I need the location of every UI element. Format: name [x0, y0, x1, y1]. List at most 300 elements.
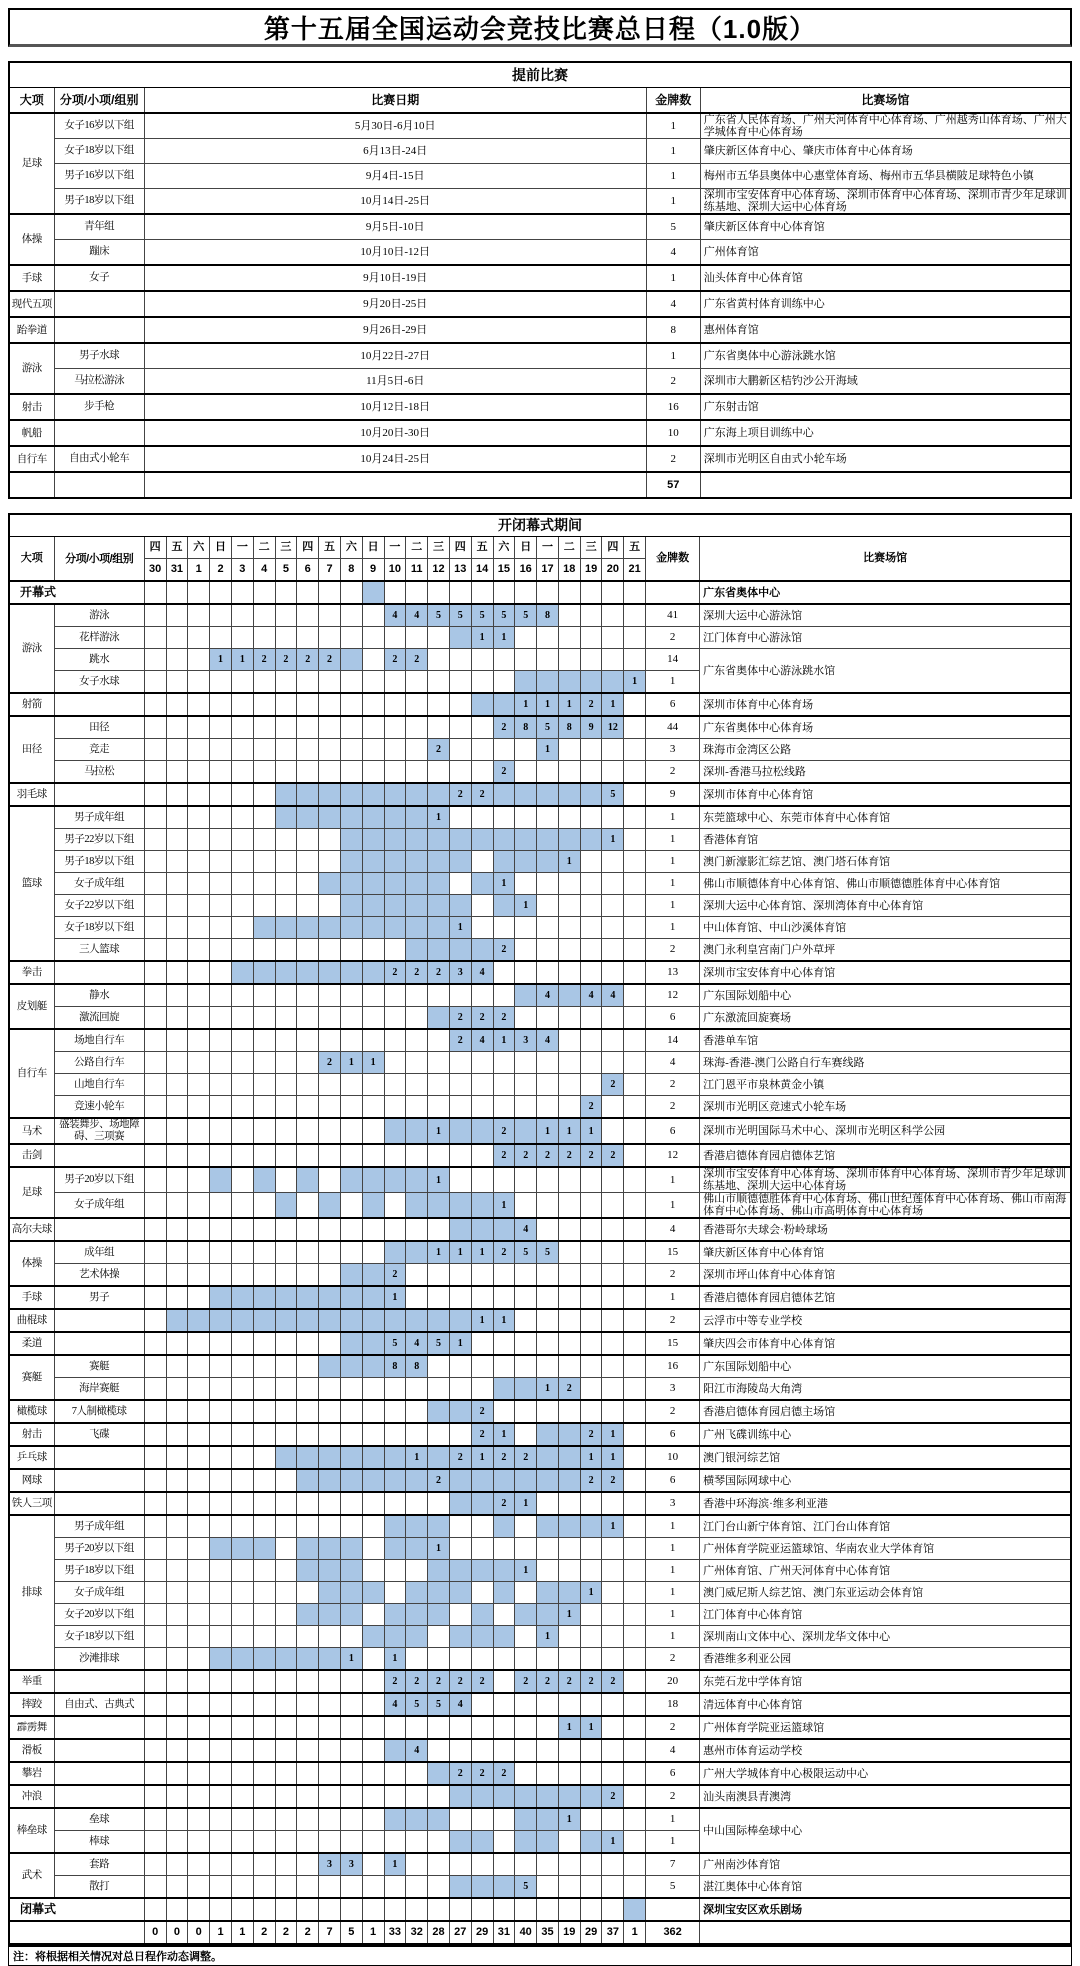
gold-count: 1 — [646, 343, 700, 369]
gold-day-cell: 3 — [515, 1029, 537, 1052]
event-group: 成年组 — [54, 1241, 144, 1264]
schedule-row — [9, 1400, 1071, 1423]
gold-day-cell: 2 — [602, 1469, 624, 1492]
schedule-row — [9, 1029, 1071, 1052]
day-cell — [362, 1560, 384, 1582]
competition-day-cell — [406, 1604, 428, 1626]
day-cell — [253, 1582, 275, 1604]
day-cell — [384, 1218, 406, 1241]
day-cell — [166, 1355, 188, 1378]
day-cell — [362, 671, 384, 694]
day-cell — [297, 627, 319, 649]
day-cell — [471, 1096, 493, 1119]
competition-day-cell — [580, 1515, 602, 1538]
day-cell — [449, 1286, 471, 1309]
day-cell — [580, 1808, 602, 1831]
event-group: 棒球 — [54, 1831, 144, 1854]
gold-day-cell: 1 — [580, 1582, 602, 1604]
day-cell — [580, 917, 602, 939]
day-cell — [340, 1626, 362, 1648]
gold-count: 6 — [646, 693, 700, 716]
competition-day-cell — [406, 895, 428, 917]
competition-day-cell — [493, 783, 515, 806]
venue: 中山国际棒垒球中心 — [700, 1808, 1071, 1853]
schedule-row — [9, 1739, 1071, 1762]
day-cell — [580, 739, 602, 761]
day-cell — [231, 1853, 253, 1876]
weekday-header: 二 — [253, 537, 275, 559]
sport-name: 马术 — [9, 1118, 54, 1144]
day-cell — [188, 1074, 210, 1096]
competition-day-cell — [384, 851, 406, 873]
competition-day-cell — [297, 1309, 319, 1332]
day-cell — [188, 1876, 210, 1899]
competition-day-cell — [340, 1446, 362, 1469]
competition-day-cell — [471, 1118, 493, 1144]
event-group: 海岸赛艇 — [54, 1378, 144, 1401]
early-row — [9, 317, 1071, 343]
day-cell — [253, 1446, 275, 1469]
gold-day-cell: 1 — [210, 649, 232, 671]
day-cell — [384, 1378, 406, 1401]
day-cell — [166, 1118, 188, 1144]
gold-day-cell: 1 — [384, 1853, 406, 1876]
weekday-header: 二 — [406, 537, 428, 559]
day-cell — [537, 1052, 559, 1074]
day-cell — [449, 1096, 471, 1119]
day-cell — [362, 1898, 384, 1921]
competition-date: 9月10日-19日 — [144, 265, 646, 291]
day-cell — [210, 716, 232, 739]
day-cell — [297, 1118, 319, 1144]
day-cell — [231, 1446, 253, 1469]
schedule-row — [9, 1538, 1071, 1560]
event-group: 女子成年组 — [54, 873, 144, 895]
gold-day-cell: 1 — [471, 1241, 493, 1264]
venue: 澳门新濠影汇综艺馆、澳门塔石体育馆 — [700, 851, 1071, 873]
day-cell — [602, 1355, 624, 1378]
day-cell — [297, 1052, 319, 1074]
day-cell — [624, 761, 646, 784]
day-cell — [624, 1096, 646, 1119]
day-cell — [231, 739, 253, 761]
day-cell — [624, 1286, 646, 1309]
early-row — [9, 240, 1071, 266]
gold-count: 1 — [646, 1604, 700, 1626]
gold-count: 1 — [646, 265, 700, 291]
competition-date: 10月14日-25日 — [144, 189, 646, 215]
day-cell — [406, 984, 428, 1007]
competition-day-cell — [297, 1538, 319, 1560]
venue: 澳门银河综艺馆 — [700, 1446, 1071, 1469]
day-cell — [624, 1378, 646, 1401]
gold-count: 2 — [646, 1648, 700, 1671]
day-cell — [319, 716, 341, 739]
day-cell — [166, 1423, 188, 1446]
day-cell — [406, 1898, 428, 1921]
weekday-header: 二 — [558, 537, 580, 559]
day-cell — [580, 1029, 602, 1052]
day-cell — [493, 671, 515, 694]
day-cell — [166, 1264, 188, 1287]
competition-day-cell — [558, 984, 580, 1007]
day-cell — [275, 627, 297, 649]
day-cell — [580, 873, 602, 895]
gold-day-cell: 2 — [406, 1670, 428, 1693]
day-cell — [275, 1831, 297, 1854]
day-cell — [319, 1007, 341, 1030]
gold-day-cell: 1 — [362, 1052, 384, 1074]
day-cell — [166, 604, 188, 627]
date-header: 30 — [144, 559, 166, 582]
day-cell — [144, 1876, 166, 1899]
day-cell — [624, 649, 646, 671]
day-cell — [362, 1853, 384, 1876]
day-cell — [362, 1604, 384, 1626]
competition-day-cell — [297, 917, 319, 939]
day-cell — [231, 1193, 253, 1219]
schedule-row — [9, 1167, 1071, 1193]
day-cell — [188, 1286, 210, 1309]
day-cell — [319, 1626, 341, 1648]
day-cell — [558, 1309, 580, 1332]
venue: 佛山市顺德体育中心体育馆、佛山市顺德德胜体育中心体育馆 — [700, 873, 1071, 895]
daily-gold-total: 2 — [297, 1921, 319, 1944]
gold-count: 2 — [646, 627, 700, 649]
day-cell — [449, 1378, 471, 1401]
day-cell — [493, 649, 515, 671]
day-cell — [624, 716, 646, 739]
gold-day-cell: 1 — [428, 1538, 450, 1560]
competition-day-cell — [493, 829, 515, 851]
event-group: 女子22岁以下组 — [54, 895, 144, 917]
day-cell — [144, 1446, 166, 1469]
gold-count: 4 — [646, 1739, 700, 1762]
day-cell — [144, 1218, 166, 1241]
day-cell — [624, 1355, 646, 1378]
gold-day-cell: 2 — [384, 1670, 406, 1693]
event-group: 男子20岁以下组 — [54, 1167, 144, 1193]
day-cell — [253, 1898, 275, 1921]
schedule-row — [9, 961, 1071, 984]
day-cell — [449, 1074, 471, 1096]
schedule-row — [9, 1560, 1071, 1582]
competition-day-cell — [406, 783, 428, 806]
schedule-row — [9, 829, 1071, 851]
day-cell — [602, 1332, 624, 1355]
gold-day-cell: 5 — [471, 604, 493, 627]
competition-day-cell — [449, 1309, 471, 1332]
gold-day-cell: 2 — [319, 1052, 341, 1074]
day-cell — [319, 829, 341, 851]
day-cell — [231, 1144, 253, 1167]
day-cell — [406, 581, 428, 604]
competition-day-cell — [428, 783, 450, 806]
day-cell — [253, 895, 275, 917]
competition-day-cell — [493, 895, 515, 917]
venue: 澳门威尼斯人综艺馆、澳门东亚运动会体育馆 — [700, 1582, 1071, 1604]
competition-day-cell — [428, 1604, 450, 1626]
day-cell — [319, 1423, 341, 1446]
venue: 广东海上项目训练中心 — [700, 420, 1071, 446]
day-cell — [558, 895, 580, 917]
venue: 深圳大运中心体育馆、深圳湾体育中心体育馆 — [700, 895, 1071, 917]
day-cell — [624, 1808, 646, 1831]
competition-day-cell — [362, 1469, 384, 1492]
day-cell — [384, 1400, 406, 1423]
weekday-header: 一 — [231, 537, 253, 559]
sport-name: 现代五项 — [9, 291, 54, 317]
day-cell — [319, 1118, 341, 1144]
day-cell — [297, 1378, 319, 1401]
sport-name: 滑板 — [9, 1739, 54, 1762]
day-cell — [558, 1538, 580, 1560]
day-cell — [253, 1074, 275, 1096]
venue: 广东省奥体中心游泳跳水馆 — [700, 343, 1071, 369]
day-cell — [210, 1074, 232, 1096]
day-cell — [231, 761, 253, 784]
day-cell — [515, 1309, 537, 1332]
competition-day-cell — [471, 1218, 493, 1241]
schedule-row — [9, 1469, 1071, 1492]
schedule-row — [9, 739, 1071, 761]
day-cell — [253, 939, 275, 962]
day-cell — [449, 1648, 471, 1671]
competition-day-cell — [188, 1309, 210, 1332]
day-cell — [580, 649, 602, 671]
day-cell — [231, 604, 253, 627]
day-cell — [275, 1604, 297, 1626]
competition-day-cell — [449, 1831, 471, 1854]
venue: 广州南沙体育馆 — [700, 1853, 1071, 1876]
day-cell — [231, 1831, 253, 1854]
day-cell — [580, 1309, 602, 1332]
day-cell — [602, 1693, 624, 1716]
venue: 珠海-香港-澳门公路自行车赛线路 — [700, 1052, 1071, 1074]
day-cell — [515, 1264, 537, 1287]
day-cell — [362, 1785, 384, 1808]
gold-day-cell: 1 — [602, 693, 624, 716]
event-group: 艺术体操 — [54, 1264, 144, 1287]
schedule-row — [9, 1096, 1071, 1119]
sport-name: 足球 — [9, 113, 54, 214]
day-cell — [406, 761, 428, 784]
day-cell — [319, 1808, 341, 1831]
weekday-header: 五 — [624, 537, 646, 559]
day-cell — [231, 1876, 253, 1899]
day-cell — [580, 1853, 602, 1876]
venue: 深圳市大鹏新区桔钓沙公开海域 — [700, 369, 1071, 395]
competition-day-cell — [297, 806, 319, 829]
day-cell — [340, 1785, 362, 1808]
day-cell — [210, 1693, 232, 1716]
day-cell — [428, 1096, 450, 1119]
day-cell — [362, 761, 384, 784]
day-cell — [471, 1716, 493, 1739]
gold-day-cell: 8 — [515, 716, 537, 739]
day-cell — [144, 1648, 166, 1671]
day-cell — [449, 1898, 471, 1921]
schedule-row — [9, 1785, 1071, 1808]
day-cell — [340, 1378, 362, 1401]
venue: 广东省奥体中心体育场 — [700, 716, 1071, 739]
day-cell — [624, 1853, 646, 1876]
day-cell — [231, 1096, 253, 1119]
gold-day-cell: 8 — [537, 604, 559, 627]
event-group: 花样游泳 — [54, 627, 144, 649]
day-cell — [537, 1648, 559, 1671]
day-cell — [340, 1144, 362, 1167]
day-cell — [144, 1378, 166, 1401]
gold-count: 4 — [646, 1052, 700, 1074]
competition-day-cell — [275, 1286, 297, 1309]
gold-day-cell: 4 — [384, 1693, 406, 1716]
day-cell — [340, 1029, 362, 1052]
day-cell — [188, 1400, 210, 1423]
gold-day-cell: 1 — [493, 1423, 515, 1446]
venue: 梅州市五华县奥体中心惠堂体育场、梅州市五华县横陂足球特色小镇 — [700, 164, 1071, 189]
competition-day-cell — [231, 961, 253, 984]
gold-day-cell: 1 — [602, 829, 624, 851]
day-cell — [166, 917, 188, 939]
competition-day-cell — [297, 1560, 319, 1582]
day-cell — [558, 1074, 580, 1096]
gold-count: 2 — [646, 1309, 700, 1332]
date-header: 3 — [231, 559, 253, 582]
day-cell — [449, 649, 471, 671]
day-cell — [537, 1355, 559, 1378]
day-cell — [275, 1355, 297, 1378]
day-cell — [297, 761, 319, 784]
gold-day-cell: 1 — [537, 693, 559, 716]
day-cell — [188, 1604, 210, 1626]
day-cell — [166, 829, 188, 851]
day-cell — [537, 873, 559, 895]
competition-day-cell — [406, 1808, 428, 1831]
date-header: 6 — [297, 559, 319, 582]
day-cell — [602, 1648, 624, 1671]
day-cell — [253, 1264, 275, 1287]
day-cell — [624, 1264, 646, 1287]
day-cell — [449, 1515, 471, 1538]
day-cell — [406, 671, 428, 694]
day-cell — [210, 1052, 232, 1074]
day-cell — [253, 1118, 275, 1144]
day-cell — [449, 806, 471, 829]
competition-day-cell — [515, 671, 537, 694]
daily-gold-total: 2 — [253, 1921, 275, 1944]
day-cell — [515, 1400, 537, 1423]
competition-day-cell — [362, 1309, 384, 1332]
weekday-header-row — [9, 537, 1071, 559]
day-cell — [144, 581, 166, 604]
event-group: 男子20岁以下组 — [54, 1538, 144, 1560]
day-cell — [188, 1029, 210, 1052]
competition-day-cell — [537, 1582, 559, 1604]
footnote: 注：将根据相关情况对总日程作动态调整。 — [8, 1945, 1072, 1966]
day-cell — [231, 1264, 253, 1287]
competition-day-cell — [362, 1446, 384, 1469]
competition-day-cell — [558, 1469, 580, 1492]
day-cell — [253, 1492, 275, 1515]
day-cell — [471, 1264, 493, 1287]
day-cell — [362, 649, 384, 671]
day-cell — [428, 693, 450, 716]
daily-gold-total: 31 — [493, 1921, 515, 1944]
gold-day-cell: 2 — [384, 961, 406, 984]
schedule-row — [9, 1515, 1071, 1538]
day-cell — [275, 581, 297, 604]
day-cell — [166, 1332, 188, 1355]
sport-name: 足球 — [9, 1167, 54, 1218]
day-cell — [406, 1648, 428, 1671]
day-cell — [231, 581, 253, 604]
day-cell — [515, 1538, 537, 1560]
day-cell — [406, 1560, 428, 1582]
day-cell — [297, 1515, 319, 1538]
gold-day-cell: 2 — [493, 1446, 515, 1469]
gold-count: 1 — [646, 1626, 700, 1648]
day-cell — [428, 1074, 450, 1096]
gold-count: 1 — [646, 164, 700, 189]
schedule-row — [9, 1286, 1071, 1309]
day-cell — [297, 1193, 319, 1219]
day-cell — [144, 1423, 166, 1446]
day-cell — [515, 961, 537, 984]
day-cell — [231, 1808, 253, 1831]
day-cell — [406, 1029, 428, 1052]
gold-day-cell: 1 — [428, 1167, 450, 1193]
day-cell — [166, 851, 188, 873]
day-cell — [602, 1052, 624, 1074]
weekday-header: 三 — [580, 537, 602, 559]
event-group — [54, 420, 144, 446]
day-cell — [558, 1492, 580, 1515]
day-cell — [210, 939, 232, 962]
day-cell — [580, 1876, 602, 1899]
day-cell — [515, 1626, 537, 1648]
day-cell — [253, 1762, 275, 1785]
gold-day-cell: 2 — [428, 739, 450, 761]
day-cell — [188, 1582, 210, 1604]
venue: 深圳市体育中心体育馆 — [700, 783, 1071, 806]
day-cell — [537, 1096, 559, 1119]
day-cell — [297, 739, 319, 761]
competition-day-cell — [253, 1309, 275, 1332]
event-group — [54, 1785, 144, 1808]
gold-day-cell: 5 — [428, 1693, 450, 1716]
schedule-row — [9, 1193, 1071, 1219]
day-cell — [210, 1423, 232, 1446]
day-cell — [362, 1492, 384, 1515]
competition-day-cell — [340, 1538, 362, 1560]
day-cell — [406, 627, 428, 649]
day-cell — [231, 873, 253, 895]
day-cell — [144, 1582, 166, 1604]
day-cell — [319, 581, 341, 604]
day-cell — [188, 1831, 210, 1854]
competition-day-cell — [515, 851, 537, 873]
day-cell — [166, 1876, 188, 1899]
day-cell — [602, 1193, 624, 1219]
day-cell — [428, 627, 450, 649]
day-cell — [471, 917, 493, 939]
day-cell — [275, 1762, 297, 1785]
day-cell — [624, 1739, 646, 1762]
gold-day-cell: 4 — [406, 1739, 428, 1762]
day-cell — [580, 1074, 602, 1096]
day-cell — [144, 1492, 166, 1515]
